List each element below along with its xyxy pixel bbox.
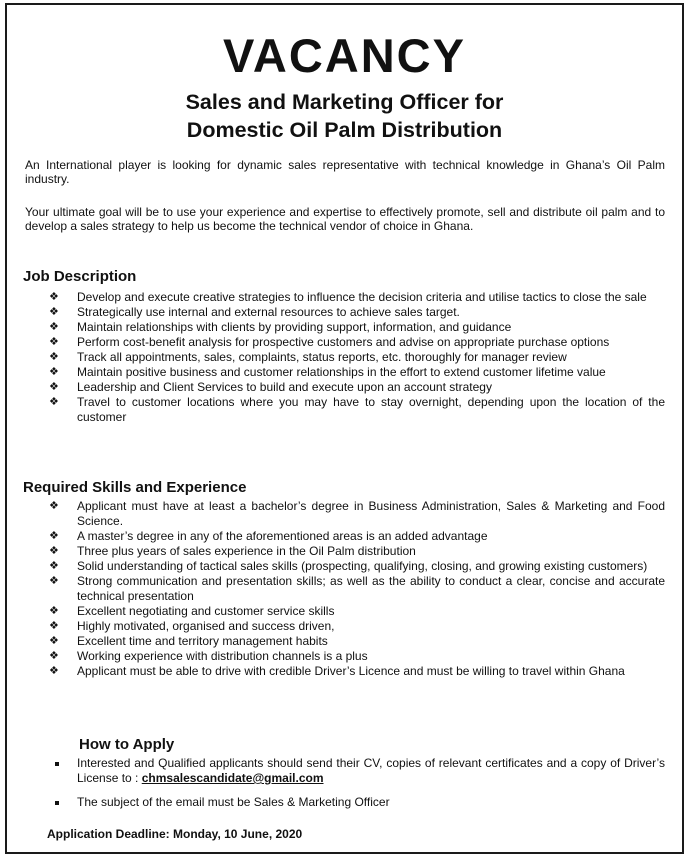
list-item <box>47 380 665 395</box>
diamond-bullet-icon: ❖ <box>49 545 59 557</box>
list-item <box>47 305 665 320</box>
apply-subject-note <box>47 795 665 810</box>
job-description-heading: Job Description <box>23 268 137 285</box>
application-deadline: Application Deadline: Monday, 10 June, 2020 <box>47 827 303 841</box>
list-item-text: Excellent negotiating and customer service skills <box>77 604 335 618</box>
list-item <box>47 544 665 559</box>
diamond-bullet-icon: ❖ <box>49 396 59 408</box>
diamond-bullet-icon: ❖ <box>49 500 59 512</box>
vacancy-notice <box>5 3 684 854</box>
list-item <box>47 604 665 619</box>
list-item-text: Strong communication and presentation skills; as well as the ability to conduct a clear, concise and accurate technical presentation <box>77 574 665 603</box>
list-item <box>47 664 665 679</box>
list-item-text: Applicant must be able to drive with credible Driver’s Licence and must be willing to travel within Ghana <box>77 664 625 678</box>
how-to-apply-heading: How to Apply <box>79 736 175 753</box>
square-bullet-icon <box>55 801 59 805</box>
job-title-line-1: Sales and Marketing Officer for <box>185 90 504 114</box>
list-item-text: Working experience with distribution channels is a plus <box>77 649 368 663</box>
list-item-text: Solid understanding of tactical sales skills (prospecting, qualifying, closing, and growing existing customers) <box>77 559 648 573</box>
square-bullet-icon <box>55 762 59 766</box>
diamond-bullet-icon: ❖ <box>49 650 59 662</box>
list-item <box>47 365 665 380</box>
email-subject-text: The subject of the email must be Sales & Marketing Officer <box>77 795 390 809</box>
page-title: VACANCY <box>223 29 466 82</box>
list-item <box>47 756 665 786</box>
goal-paragraph: Your ultimate goal will be to use your experience and expertise to effectively promote, sell and distribute oil palm and to develop a sales strategy to help us become the technical vendor of choice in Ghana. <box>25 205 665 233</box>
intro-paragraph: An International player is looking for dynamic sales representative with technical knowledge in Ghana’s Oil Palm industry. <box>25 158 665 186</box>
diamond-bullet-icon: ❖ <box>49 351 59 363</box>
list-item-text: Maintain positive business and customer relationships in the effort to extend customer lifetime value <box>77 365 606 379</box>
list-item <box>47 350 665 365</box>
list-item <box>47 634 665 649</box>
diamond-bullet-icon: ❖ <box>49 605 59 617</box>
diamond-bullet-icon: ❖ <box>49 321 59 333</box>
list-item <box>47 335 665 350</box>
list-item <box>47 619 665 634</box>
job-title-line-2: Domestic Oil Palm Distribution <box>186 118 503 142</box>
required-skills-heading: Required Skills and Experience <box>23 479 247 496</box>
diamond-bullet-icon: ❖ <box>49 665 59 677</box>
apply-instructions <box>47 756 665 786</box>
diamond-bullet-icon: ❖ <box>49 291 59 303</box>
list-item <box>47 320 665 335</box>
list-item <box>47 395 665 425</box>
required-skills-list <box>47 499 665 679</box>
diamond-bullet-icon: ❖ <box>49 560 59 572</box>
list-item <box>47 559 665 574</box>
list-item-text: Travel to customer locations where you may have to stay overnight, depending upon the location of the customer <box>77 395 665 424</box>
list-item-text: Leadership and Client Services to build and execute upon an account strategy <box>77 380 492 394</box>
list-item-text: Perform cost-benefit analysis for prospective customers and advise on appropriate purchase options <box>77 335 610 349</box>
list-item-text: Maintain relationships with clients by providing support, information, and guidance <box>77 320 512 334</box>
diamond-bullet-icon: ❖ <box>49 635 59 647</box>
job-description-list <box>47 290 665 425</box>
diamond-bullet-icon: ❖ <box>49 336 59 348</box>
list-item <box>47 499 665 529</box>
apply-instruction-text: Interested and Qualified applicants should send their CV, copies of relevant certificates and a copy of Driver’s License to : <box>77 756 665 785</box>
list-item-text: Strategically use internal and external resources to achieve sales target. <box>77 305 460 319</box>
job-title <box>7 88 682 144</box>
list-item-text: Applicant must have at least a bachelor’s degree in Business Administration, Sales & Marketing and Food Science. <box>77 499 665 528</box>
contact-email-link[interactable]: chmsalescandidate@gmail.com <box>141 771 324 785</box>
diamond-bullet-icon: ❖ <box>49 366 59 378</box>
list-item-text: Develop and execute creative strategies to influence the decision criteria and utilise tactics to close the sale <box>77 290 647 304</box>
list-item <box>47 574 665 604</box>
list-item <box>47 795 665 810</box>
list-item <box>47 529 665 544</box>
diamond-bullet-icon: ❖ <box>49 575 59 587</box>
diamond-bullet-icon: ❖ <box>49 381 59 393</box>
list-item-text: Excellent time and territory management habits <box>77 634 328 648</box>
diamond-bullet-icon: ❖ <box>49 306 59 318</box>
list-item <box>47 649 665 664</box>
diamond-bullet-icon: ❖ <box>49 530 59 542</box>
list-item-text: Highly motivated, organised and success driven, <box>77 619 335 633</box>
list-item <box>47 290 665 305</box>
list-item-text: Three plus years of sales experience in the Oil Palm distribution <box>77 544 416 558</box>
list-item-text: Track all appointments, sales, complaints, status reports, etc. thoroughly for manager review <box>77 350 567 364</box>
list-item-text: A master’s degree in any of the aforementioned areas is an added advantage <box>77 529 488 543</box>
diamond-bullet-icon: ❖ <box>49 620 59 632</box>
